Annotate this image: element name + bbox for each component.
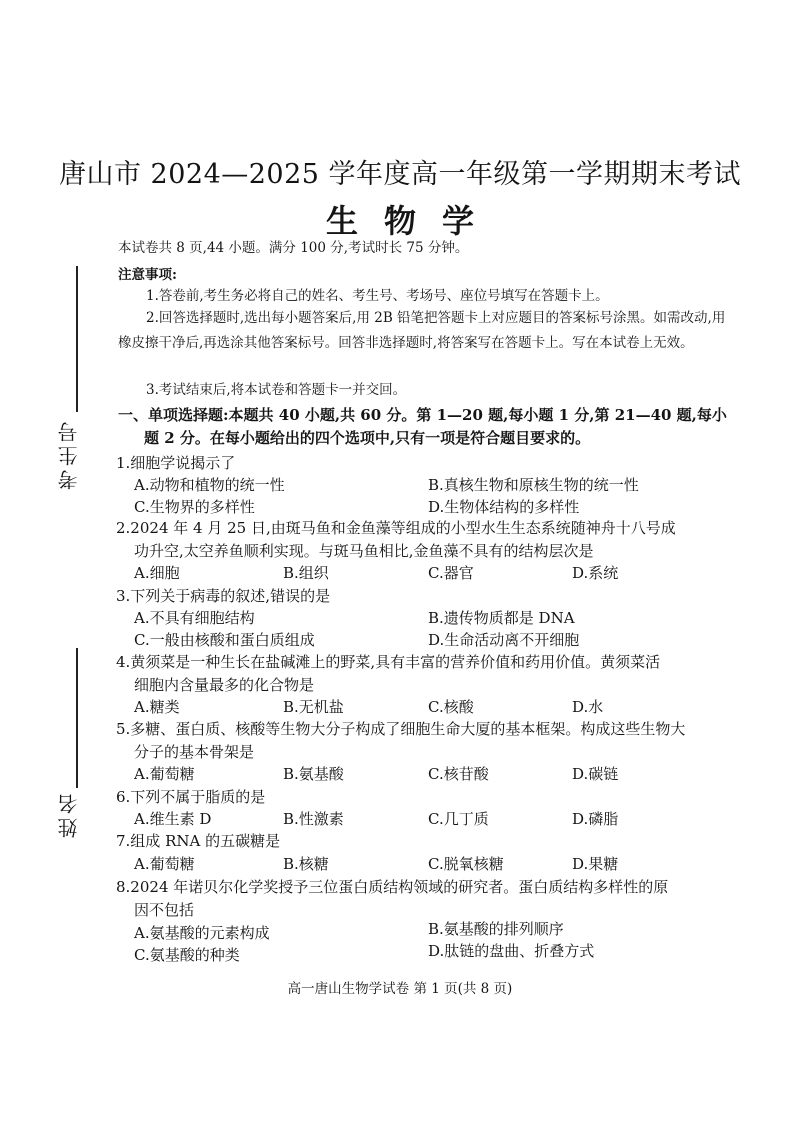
option-d: D.系统 (572, 564, 619, 582)
name-line (76, 648, 78, 788)
option-d: D.水 (572, 698, 604, 716)
notice-item: 1.答卷前,考生务必将自己的姓名、考生号、考场号、座位号填写在答题卡上。 (146, 288, 609, 304)
question-stem-line: 分子的基本骨架是 (134, 743, 255, 761)
question-stem-line: 5.多糖、蛋白质、核酸等生物大分子构成了细胞生命大厦的基本框架。构成这些生物大 (116, 720, 686, 738)
notice-item: 3.考试结束后,将本试卷和答题卡一并交回。 (146, 382, 407, 398)
question-stem (116, 651, 736, 697)
option-d: D.肽链的盘曲、折叠方式 (428, 942, 595, 960)
notice-item: 2.回答选择题时,选出每小题答案后,用 2B 铅笔把答题卡上对应题目的答案标号涂黑。如需改动,用橡皮擦干净后,再选涂其他答案标号。回答非选择题时,将答案写在答题卡上。写在本试卷上无效。 (118, 310, 726, 351)
page-footer: 高一唐山生物学试卷 第 1 页(共 8 页) (287, 981, 513, 997)
question-stem-line: 细胞内含量最多的化合物是 (134, 676, 315, 694)
question-stem-line: 2.2024 年 4 月 25 日,由斑马鱼和金鱼藻等组成的小型水生生态系统随神舟十八号成 (116, 519, 676, 537)
option-b: B.氨基酸的排列顺序 (428, 920, 564, 938)
option-b: B.真核生物和原核生物的统一性 (428, 476, 639, 494)
exam-info: 本试卷共 8 页,44 小题。满分 100 分,考试时长 75 分钟。 (118, 240, 469, 256)
option-b: B.遗传物质都是 DNA (428, 609, 575, 627)
question-stem-line: 功升空,太空养鱼顺利实现。与斑马鱼相比,金鱼藻不具有的结构层次是 (134, 542, 594, 560)
option-c: C.器官 (428, 564, 474, 582)
option-d: D.磷脂 (572, 810, 619, 828)
option-c: C.生物界的多样性 (134, 498, 255, 516)
question-stem: 6.下列不属于脂质的是 (116, 788, 266, 806)
question-stem-line: 8.2024 年诺贝尔化学奖授予三位蛋白质结构领域的研究者。蛋白质结构多样性的原 (116, 878, 669, 896)
option-d: D.果糖 (572, 855, 619, 873)
question-stem (116, 718, 736, 764)
option-b: B.核糖 (283, 855, 329, 873)
option-c: C.几丁质 (428, 810, 489, 828)
option-d: D.碳链 (572, 765, 619, 783)
question-stem-line: 因不包括 (134, 901, 195, 919)
question-stem (116, 517, 736, 563)
option-d: D.生命活动离不开细胞 (428, 631, 580, 649)
question-stem (116, 876, 736, 922)
option-a: A.氨基酸的元素构成 (134, 924, 270, 942)
section-heading: 一、单项选择题:本题共 40 小题,共 60 分。第 1—20 题,每小题 1 分,第 21—40 题,每小题 2 分。在每小题给出的四个选项中,只有一项是符合题目要求的。 (118, 406, 727, 447)
exam-number-label: 考生号 (57, 418, 81, 490)
subject-title: 生物学 (325, 202, 500, 240)
question-stem-line: 4.黄须菜是一种生长在盐碱滩上的野菜,具有丰富的营养价值和药用价值。黄须菜活 (116, 653, 661, 671)
option-c: C.一般由核酸和蛋白质组成 (134, 631, 315, 649)
option-c: C.脱氧核糖 (428, 855, 504, 873)
notice-title: 注意事项: (118, 267, 177, 283)
option-b: B.组织 (283, 564, 329, 582)
exam-number-line (76, 266, 78, 412)
option-b: B.无机盐 (283, 698, 344, 716)
option-a: A.葡萄糖 (134, 855, 195, 873)
option-c: C.核酸 (428, 698, 474, 716)
option-a: A.糖类 (134, 698, 180, 716)
exam-title: 唐山市 2024—2025 学年度高一年级第一学期期末考试 (58, 159, 742, 190)
option-a: A.细胞 (134, 564, 180, 582)
option-a: A.不具有细胞结构 (134, 609, 255, 627)
option-b: B.性激素 (283, 810, 344, 828)
question-stem: 1.细胞学说揭示了 (116, 454, 236, 472)
name-label: 姓名 (57, 790, 81, 838)
question-stem: 3.下列关于病毒的叙述,错误的是 (116, 587, 331, 605)
option-a: A.维生素 D (134, 810, 212, 828)
option-c: C.核苷酸 (428, 765, 489, 783)
option-c: C.氨基酸的种类 (134, 946, 240, 964)
option-a: A.动物和植物的统一性 (134, 476, 285, 494)
option-a: A.葡萄糖 (134, 765, 195, 783)
option-d: D.生物体结构的多样性 (428, 498, 580, 516)
question-stem: 7.组成 RNA 的五碳糖是 (116, 832, 281, 850)
option-b: B.氨基酸 (283, 765, 344, 783)
